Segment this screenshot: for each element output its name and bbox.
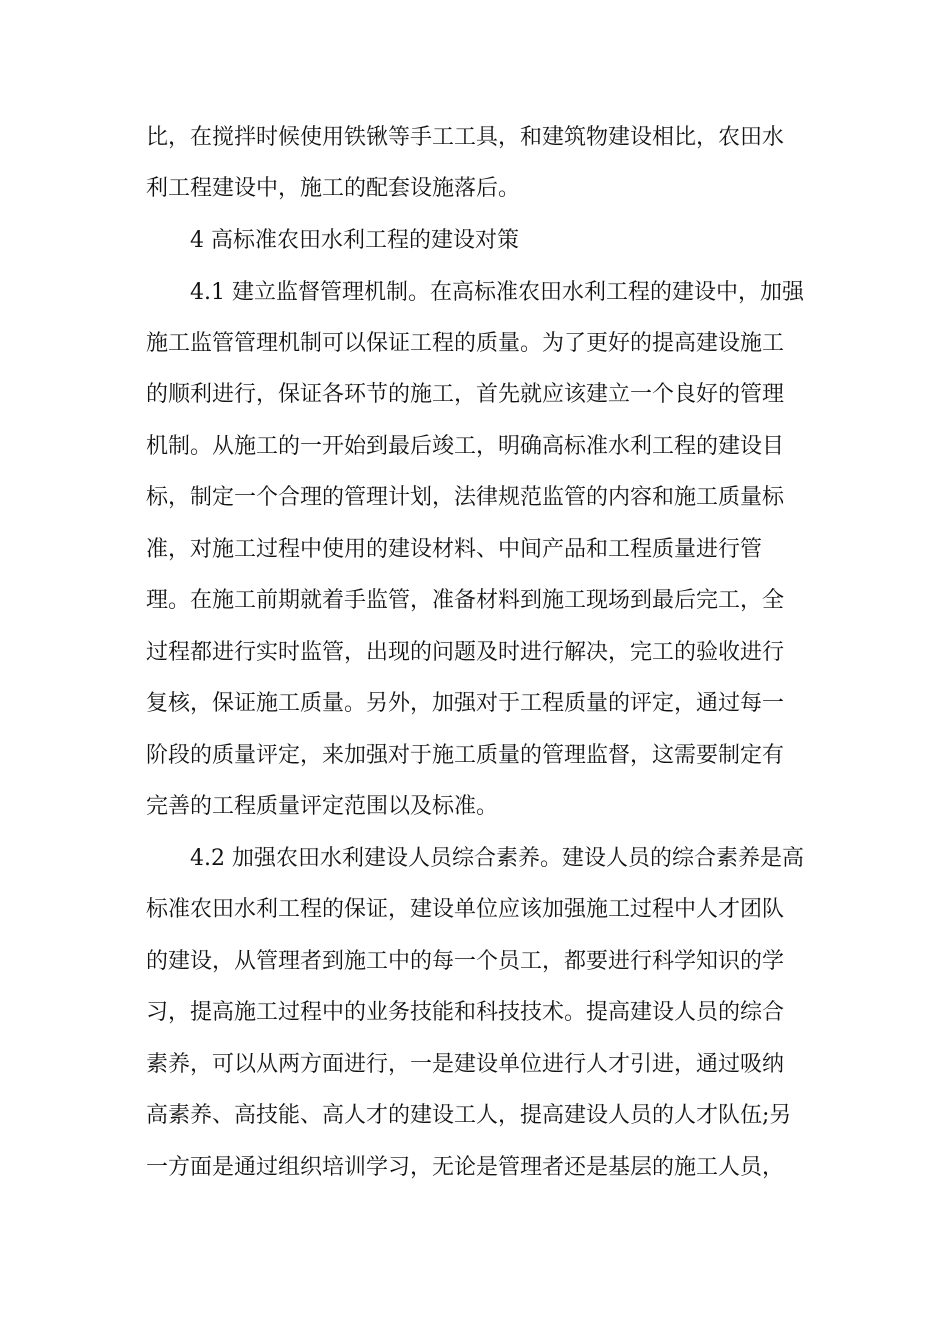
text-line: 素养，可以从两方面进行，一是建设单位进行人才引进，通过吸纳 bbox=[146, 1052, 785, 1077]
text-line: 完善的工程质量评定范围以及标准。 bbox=[146, 794, 499, 819]
text-line: 复核，保证施工质量。另外，加强对于工程质量的评定，通过每一 bbox=[146, 691, 785, 716]
text-line: 一方面是通过组织培训学习，无论是管理者还是基层的施工人员， bbox=[146, 1155, 785, 1180]
subsection-heading-line: 4.1 建立监督管理机制。在高标准农田水利工程的建设中，加强 bbox=[190, 280, 804, 305]
text-line: 的顺利进行，保证各环节的施工，首先就应该建立一个良好的管理 bbox=[146, 382, 785, 407]
text-line: 施工监管管理机制可以保证工程的质量。为了更好的提高建设施工 bbox=[146, 331, 785, 356]
text-line: 准，对施工过程中使用的建设材料、中间产品和工程质量进行管 bbox=[146, 537, 763, 562]
text-line: 标，制定一个合理的管理计划，法律规范监管的内容和施工质量标 bbox=[146, 485, 785, 510]
text-line: 机制。从施工的一开始到最后竣工，明确高标准水利工程的建设目 bbox=[146, 434, 785, 459]
text-line: 比，在搅拌时候使用铁锹等手工工具，和建筑物建设相比，农田水 bbox=[146, 125, 785, 150]
text-line: 习，提高施工过程中的业务技能和科技技术。提高建设人员的综合 bbox=[146, 1000, 785, 1025]
text-line: 阶段的质量评定，来加强对于施工质量的管理监督，这需要制定有 bbox=[146, 743, 785, 768]
subsection-heading-line: 4.2 加强农田水利建设人员综合素养。建设人员的综合素养是高 bbox=[190, 846, 804, 871]
text-line: 利工程建设中，施工的配套设施落后。 bbox=[146, 176, 521, 201]
text-line: 过程都进行实时监管，出现的问题及时进行解决，完工的验收进行 bbox=[146, 640, 785, 665]
text-line: 理。在施工前期就着手监管，准备材料到施工现场到最后完工，全 bbox=[146, 588, 785, 613]
text-line: 标准农田水利工程的保证，建设单位应该加强施工过程中人才团队 bbox=[146, 897, 785, 922]
section-heading: 4 高标准农田水利工程的建设对策 bbox=[190, 228, 519, 253]
text-line: 的建设，从管理者到施工中的每一个员工，都要进行科学知识的学 bbox=[146, 949, 785, 974]
text-line: 高素养、高技能、高人才的建设工人，提高建设人员的人才队伍;另 bbox=[146, 1103, 792, 1128]
